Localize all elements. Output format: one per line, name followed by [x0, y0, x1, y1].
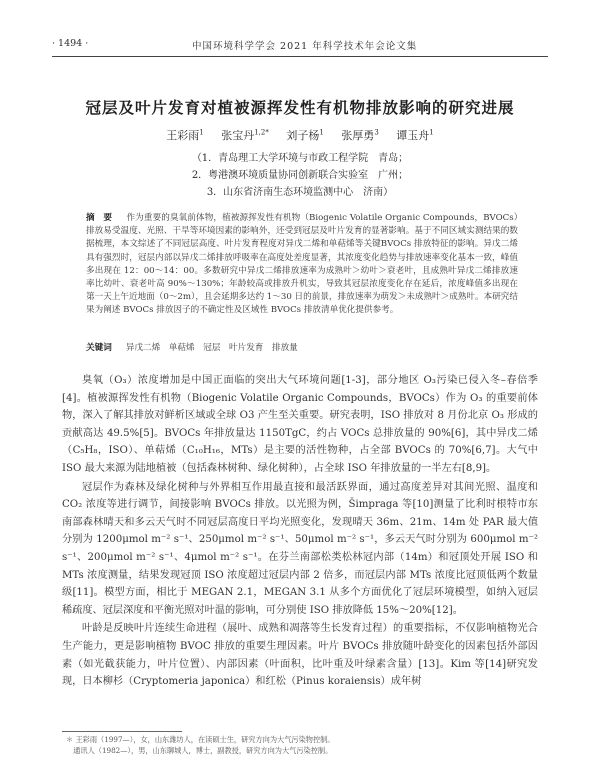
affiliation-line: 3．山东省济南生态环境监测中心 济南） [206, 187, 394, 198]
author: 王彩雨$^1$ [166, 128, 204, 142]
page-number: · 1494 · [52, 38, 89, 49]
body-paragraph: 冠层作为森林及绿化树种与外界相互作用最直接和最活跃界面，通过高度差异对其间光照、温度和 CO₂ 浓度等进行调节，间接影响 BVOCs 排放。以光照为例，Šimpraga 等[10]测量了比利时根特市东南部森林晴天和多云天气时不同冠层高度日平均光照变化，发现晴天 36m、21m、14m 处 PAR 最大值分别为 1200μmol m⁻² s⁻¹、250μmol m⁻² s⁻¹、50μmol m⁻² s⁻¹，多云天气时分别为 600μmol m⁻² s⁻¹、200μmol m⁻² s⁻¹、4μmol m⁻² s⁻¹。在芬兰南部松类松林冠内部（14m）和冠顶处开展 ISO 和 MTs 浓度测量，结果发现冠顶 ISO 浓度超过冠层内部 2 倍多，而冠层内部 MTs 浓度比冠顶低两个数量级[11]。模型方面，相比于 MEGAN 2.1，MEGAN 3.1 从多个方面优化了冠层环境模型，如纳入冠层稀疏度、冠层深度和平衡光照对叶温的影响，可分别使 ISO 排放降低 15%～20%[12]。 [62, 481, 538, 616]
running-head [52, 38, 548, 54]
author: 刘子杨$^1$ [286, 128, 324, 142]
abstract-label: 摘 要 [86, 213, 113, 223]
keywords-label: 关键词 [86, 343, 112, 353]
keywords-text: 异戊二烯 单萜烯 冠层 叶片发育 排放量 [125, 343, 298, 353]
footnotes [66, 734, 538, 756]
header-rule [52, 56, 548, 57]
keywords [86, 341, 518, 353]
affiliation-line: （1．青岛理工大学环境与市政工程学院 青岛； [191, 153, 409, 164]
paper-title: 冠层及叶片发育对植被源挥发性有机物排放影响的研究进展 [85, 99, 515, 117]
journal-name: 中国环境科学学会 2021 年科学技术年会论文集 [192, 41, 418, 52]
footnote-rule [62, 731, 182, 732]
body-paragraph: 叶龄是反映叶片连续生命进程（展叶、成熟和凋落等生长发育过程）的重要指标，不仅影响植物光合生产能力，更是影响植物 BVOC 排放的重要生理因素。叶片 BVOCs 排放随叶龄变化的因素包括外部因素（如光截获能力，叶片位置）、内部因素（叶面积，比叶重及叶绿素含量）[13]。Kim 等[14]研究发现，日本柳杉（Cryptomeria japonica）和红松（Pinus koraiensis）成年树 [62, 623, 538, 688]
affiliations [0, 150, 600, 201]
footnote: ＊ 王彩雨（1997—），女，山东潍坊人，在读硕士生，研究方向为大气污染物控制。 [66, 735, 335, 744]
abstract-text: 作为重要的臭氧前体物，植被源挥发性有机物（Biogenic Volatile Organic Compounds，BVOCs）排放易受温度、光照、干旱等环境因素的影响外，还受到冠层及叶片发育的显著影响。基于不同区域实测结果的数据梳理，本文综述了不同冠层高度、叶片发育程度对异戊二烯和单萜烯等关键BVOCs 排放特征的影响。异戊二烯具有强烈时，冠层内部以异戊二烯排放呼吸率在高度处差度显著，其浓度变化趋势与排放速率变化基本一致，峰值多出现在 12：00～14：00。多数研究中异戊二烯排放速率为成熟叶＞幼叶＞衰老叶，且成熟叶异戊二烯排放速率比幼叶、衰老叶高 90%～130%；年龄较高或排放升机实，导致其冠层浓度变化存在延后，浓度峰值多出现在第一天上午近地面（0～2m），且会延期多达约 1～30 日的前景，排放速率为萌发＞未成熟叶＞成熟叶。本研究结果为阐述 BVOCs 排放因子的不确定性及区域性 BVOCs 排放清单优化提供参考。 [86, 213, 518, 316]
body-text [62, 372, 538, 692]
author: 谭玉舟$^1$ [396, 128, 434, 142]
body-paragraph: 臭氧（O₃）浓度增加是中国正面临的突出大气环境问题[1-3]，部分地区 O₃污染已侵入冬–春倍季[4]。植被源挥发性有机物（Biogenic Volatile Organic Compounds，BVOCs）作为 O₃ 的重要前体物，深入了解其排放对鲜析区域或全球 O3 产生至关重要。研究表明，ISO 排放对 8 月份北京 O₃ 形成的贡献高达 49.5%[5]。BVOCs 年排放量达 1150TgC，约占 VOCs 总排放量的 90%[6]，其中异戊二烯（C₅H₈，ISO）、单萜烯（C₁₀H₁₆，MTs）是主要的活性物种，占全部 BVOCs 的 70%[6,7]。大气中 ISO 最大来源为陆地植被（包括森林树种、绿化树种），占全球 ISO 年排放量的一半左右[8,9]。 [62, 375, 538, 474]
affiliation-line: 2．粤港澳环境质量协同创新联合实验室 广州； [191, 170, 409, 181]
author: 张宝丹$^{1,2*}$ [221, 128, 269, 142]
abstract [86, 212, 518, 318]
footnote: 通讯人（1982—），男，山东聊城人，博士，副教授，研究方向为大气污染控制。 [66, 746, 333, 755]
author: 张厚勇$^3$ [341, 128, 379, 142]
author-list [0, 127, 600, 143]
